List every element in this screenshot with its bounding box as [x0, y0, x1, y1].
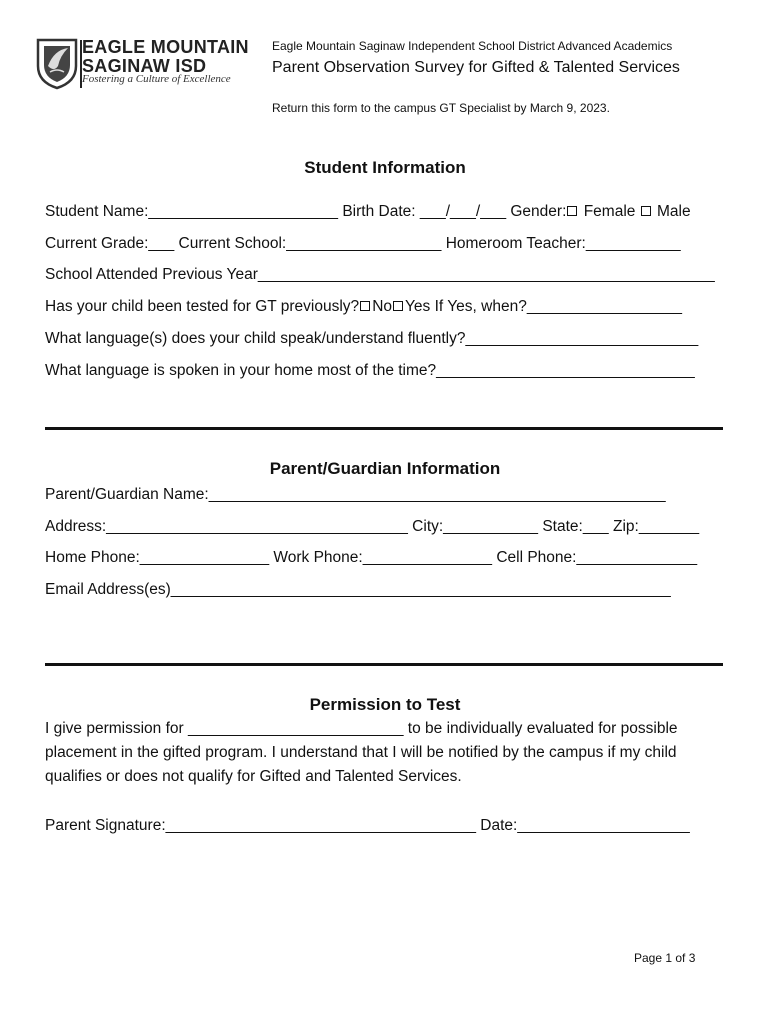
section-divider	[45, 663, 723, 666]
permission-text-line3: qualifies or does not qualify for Gifted and Talented Services.	[45, 768, 462, 785]
parent-signature-field[interactable]: Parent Signature:____________________________________ Date:____________________	[45, 817, 690, 834]
gt-tested-question: Has your child been tested for GT previously?	[45, 298, 360, 315]
district-name: Eagle Mountain Saginaw Independent School District Advanced Academics	[272, 39, 673, 53]
email-field[interactable]: Email Address(es)__________________________________________________________	[45, 581, 671, 598]
permission-text-line1[interactable]: I give permission for _________________________ to be individually evaluated for possible	[45, 720, 678, 737]
student-name-row	[45, 203, 691, 221]
shield-icon	[36, 36, 78, 90]
language-fluent-field[interactable]: What language(s) does your child speak/understand fluently?___________________________	[45, 330, 699, 347]
address-field[interactable]: Address:___________________________________ City:___________ State:___ Zip:_______	[45, 518, 700, 535]
form-title: Parent Observation Survey for Gifted & Talented Services	[272, 59, 680, 76]
return-instruction: Return this form to the campus GT Specialist by March 9, 2023.	[272, 101, 610, 115]
parent-name-field[interactable]: Parent/Guardian Name:_____________________________________________________	[45, 486, 666, 503]
parent-info-heading: Parent/Guardian Information	[269, 459, 501, 478]
tested-yes-field[interactable]: Yes If Yes, when?__________________	[405, 298, 682, 315]
permission-heading: Permission to Test	[309, 695, 461, 714]
male-checkbox[interactable]	[641, 206, 651, 216]
tested-yes-checkbox[interactable]	[393, 301, 403, 311]
current-grade-field[interactable]: Current Grade:___ Current School:__________________ Homeroom Teacher:___________	[45, 235, 681, 252]
phone-fields[interactable]: Home Phone:_______________ Work Phone:_______________ Cell Phone:______________	[45, 549, 698, 566]
logo-title-line1: EAGLE MOUNTAIN	[82, 37, 249, 57]
permission-text-line2: placement in the gifted program. I understand that I will be notified by the campus if my child	[45, 744, 677, 761]
page-number: Page 1 of 3	[634, 951, 696, 965]
tested-no-label: No	[372, 298, 393, 315]
student-name-field[interactable]: Student Name:______________________ Birth Date: ___/___/___ Gender:	[45, 203, 567, 220]
gt-tested-row	[45, 298, 682, 316]
tested-no-checkbox[interactable]	[360, 301, 370, 311]
section-divider	[45, 427, 723, 430]
male-label: Male	[657, 203, 691, 220]
female-label: Female	[583, 203, 636, 220]
language-home-field[interactable]: What language is spoken in your home most of the time?______________________________	[45, 362, 695, 379]
logo-tagline: Fostering a Culture of Excellence	[82, 73, 231, 85]
student-info-heading: Student Information	[304, 158, 466, 177]
female-checkbox[interactable]	[567, 206, 577, 216]
previous-school-field[interactable]: School Attended Previous Year_____________________________________________________	[45, 266, 715, 283]
logo-title-line2: SAGINAW ISD	[82, 56, 207, 76]
